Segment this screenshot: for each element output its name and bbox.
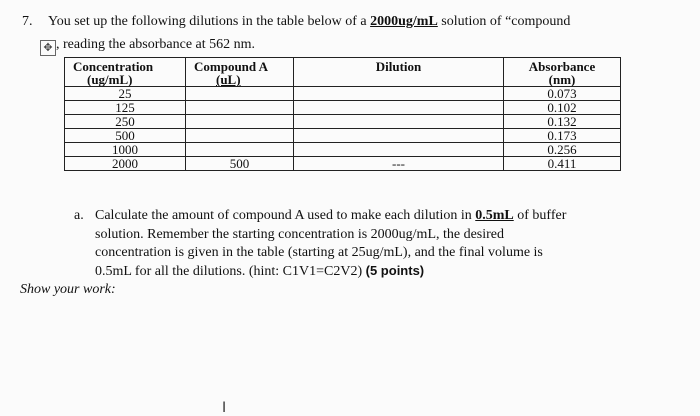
stock-concentration: 2000ug/mL xyxy=(370,14,438,29)
cell-concentration: 25 xyxy=(65,87,186,101)
show-work-label: Show your work: xyxy=(20,282,116,297)
table-row xyxy=(65,87,621,101)
cell-concentration: 500 xyxy=(65,129,186,143)
cell-compound[interactable] xyxy=(186,101,294,115)
question-intro-b: solution of “compound xyxy=(437,14,571,29)
cell-concentration: 1000 xyxy=(65,143,186,157)
dilution-table xyxy=(64,57,621,171)
cell-concentration: 2000 xyxy=(65,157,186,171)
cell-absorbance: 0.102 xyxy=(504,101,621,115)
cell-absorbance: 0.132 xyxy=(504,115,621,129)
part-a-line-4 xyxy=(95,263,424,280)
question-intro-a: You set up the following dilutions in the table below of a xyxy=(48,14,371,29)
part-a-line-1 xyxy=(95,208,566,224)
cell-compound[interactable] xyxy=(186,143,294,157)
points: (5 points) xyxy=(365,263,425,278)
cell-compound[interactable] xyxy=(186,115,294,129)
question-line-1 xyxy=(48,14,570,30)
cell-concentration: 125 xyxy=(65,101,186,115)
question-line-2: , reading the absorbance at 562 nm. xyxy=(56,37,256,52)
table-row xyxy=(65,143,621,157)
header-dilution: Dilution xyxy=(294,58,504,87)
table-header-row xyxy=(65,58,621,87)
question-number: 7. xyxy=(22,14,33,29)
cell-absorbance: 0.173 xyxy=(504,129,621,143)
part-a-line-4-text: 0.5mL for all the dilutions. (hint: C1V1=C2V2) xyxy=(95,264,366,279)
part-a-label: a. xyxy=(74,208,84,223)
cell-dilution[interactable] xyxy=(294,115,504,129)
table-row xyxy=(65,157,621,171)
cell-compound[interactable]: 500 xyxy=(186,157,294,171)
cell-absorbance: 0.411 xyxy=(504,157,621,171)
text-cursor-icon: I xyxy=(222,400,227,416)
cell-dilution[interactable] xyxy=(294,101,504,115)
table-row xyxy=(65,101,621,115)
part-a-line-2: solution. Remember the starting concentration is 2000ug/mL, the desired xyxy=(95,227,505,242)
cell-concentration: 250 xyxy=(65,115,186,129)
cell-dilution[interactable] xyxy=(294,129,504,143)
cell-dilution[interactable]: --- xyxy=(294,157,504,171)
cell-compound[interactable] xyxy=(186,129,294,143)
final-volume: 0.5mL xyxy=(475,208,514,223)
cell-absorbance: 0.073 xyxy=(504,87,621,101)
part-a-line-1a: Calculate the amount of compound A used to make each dilution in xyxy=(95,208,476,223)
header-absorbance: Absorbance (nm) xyxy=(504,58,621,87)
cell-dilution[interactable] xyxy=(294,143,504,157)
cell-compound[interactable] xyxy=(186,87,294,101)
cell-dilution[interactable] xyxy=(294,87,504,101)
header-concentration: Concentration (ug/mL) xyxy=(65,58,186,87)
move-icon[interactable]: ✥ xyxy=(40,40,56,56)
header-compound: Compound A (uL) xyxy=(186,58,294,87)
part-a-line-3: concentration is given in the table (starting at 25ug/mL), and the final volume is xyxy=(95,245,543,260)
table-row xyxy=(65,129,621,143)
part-a-line-1b: of buffer xyxy=(513,208,567,223)
table-row xyxy=(65,115,621,129)
cell-absorbance: 0.256 xyxy=(504,143,621,157)
